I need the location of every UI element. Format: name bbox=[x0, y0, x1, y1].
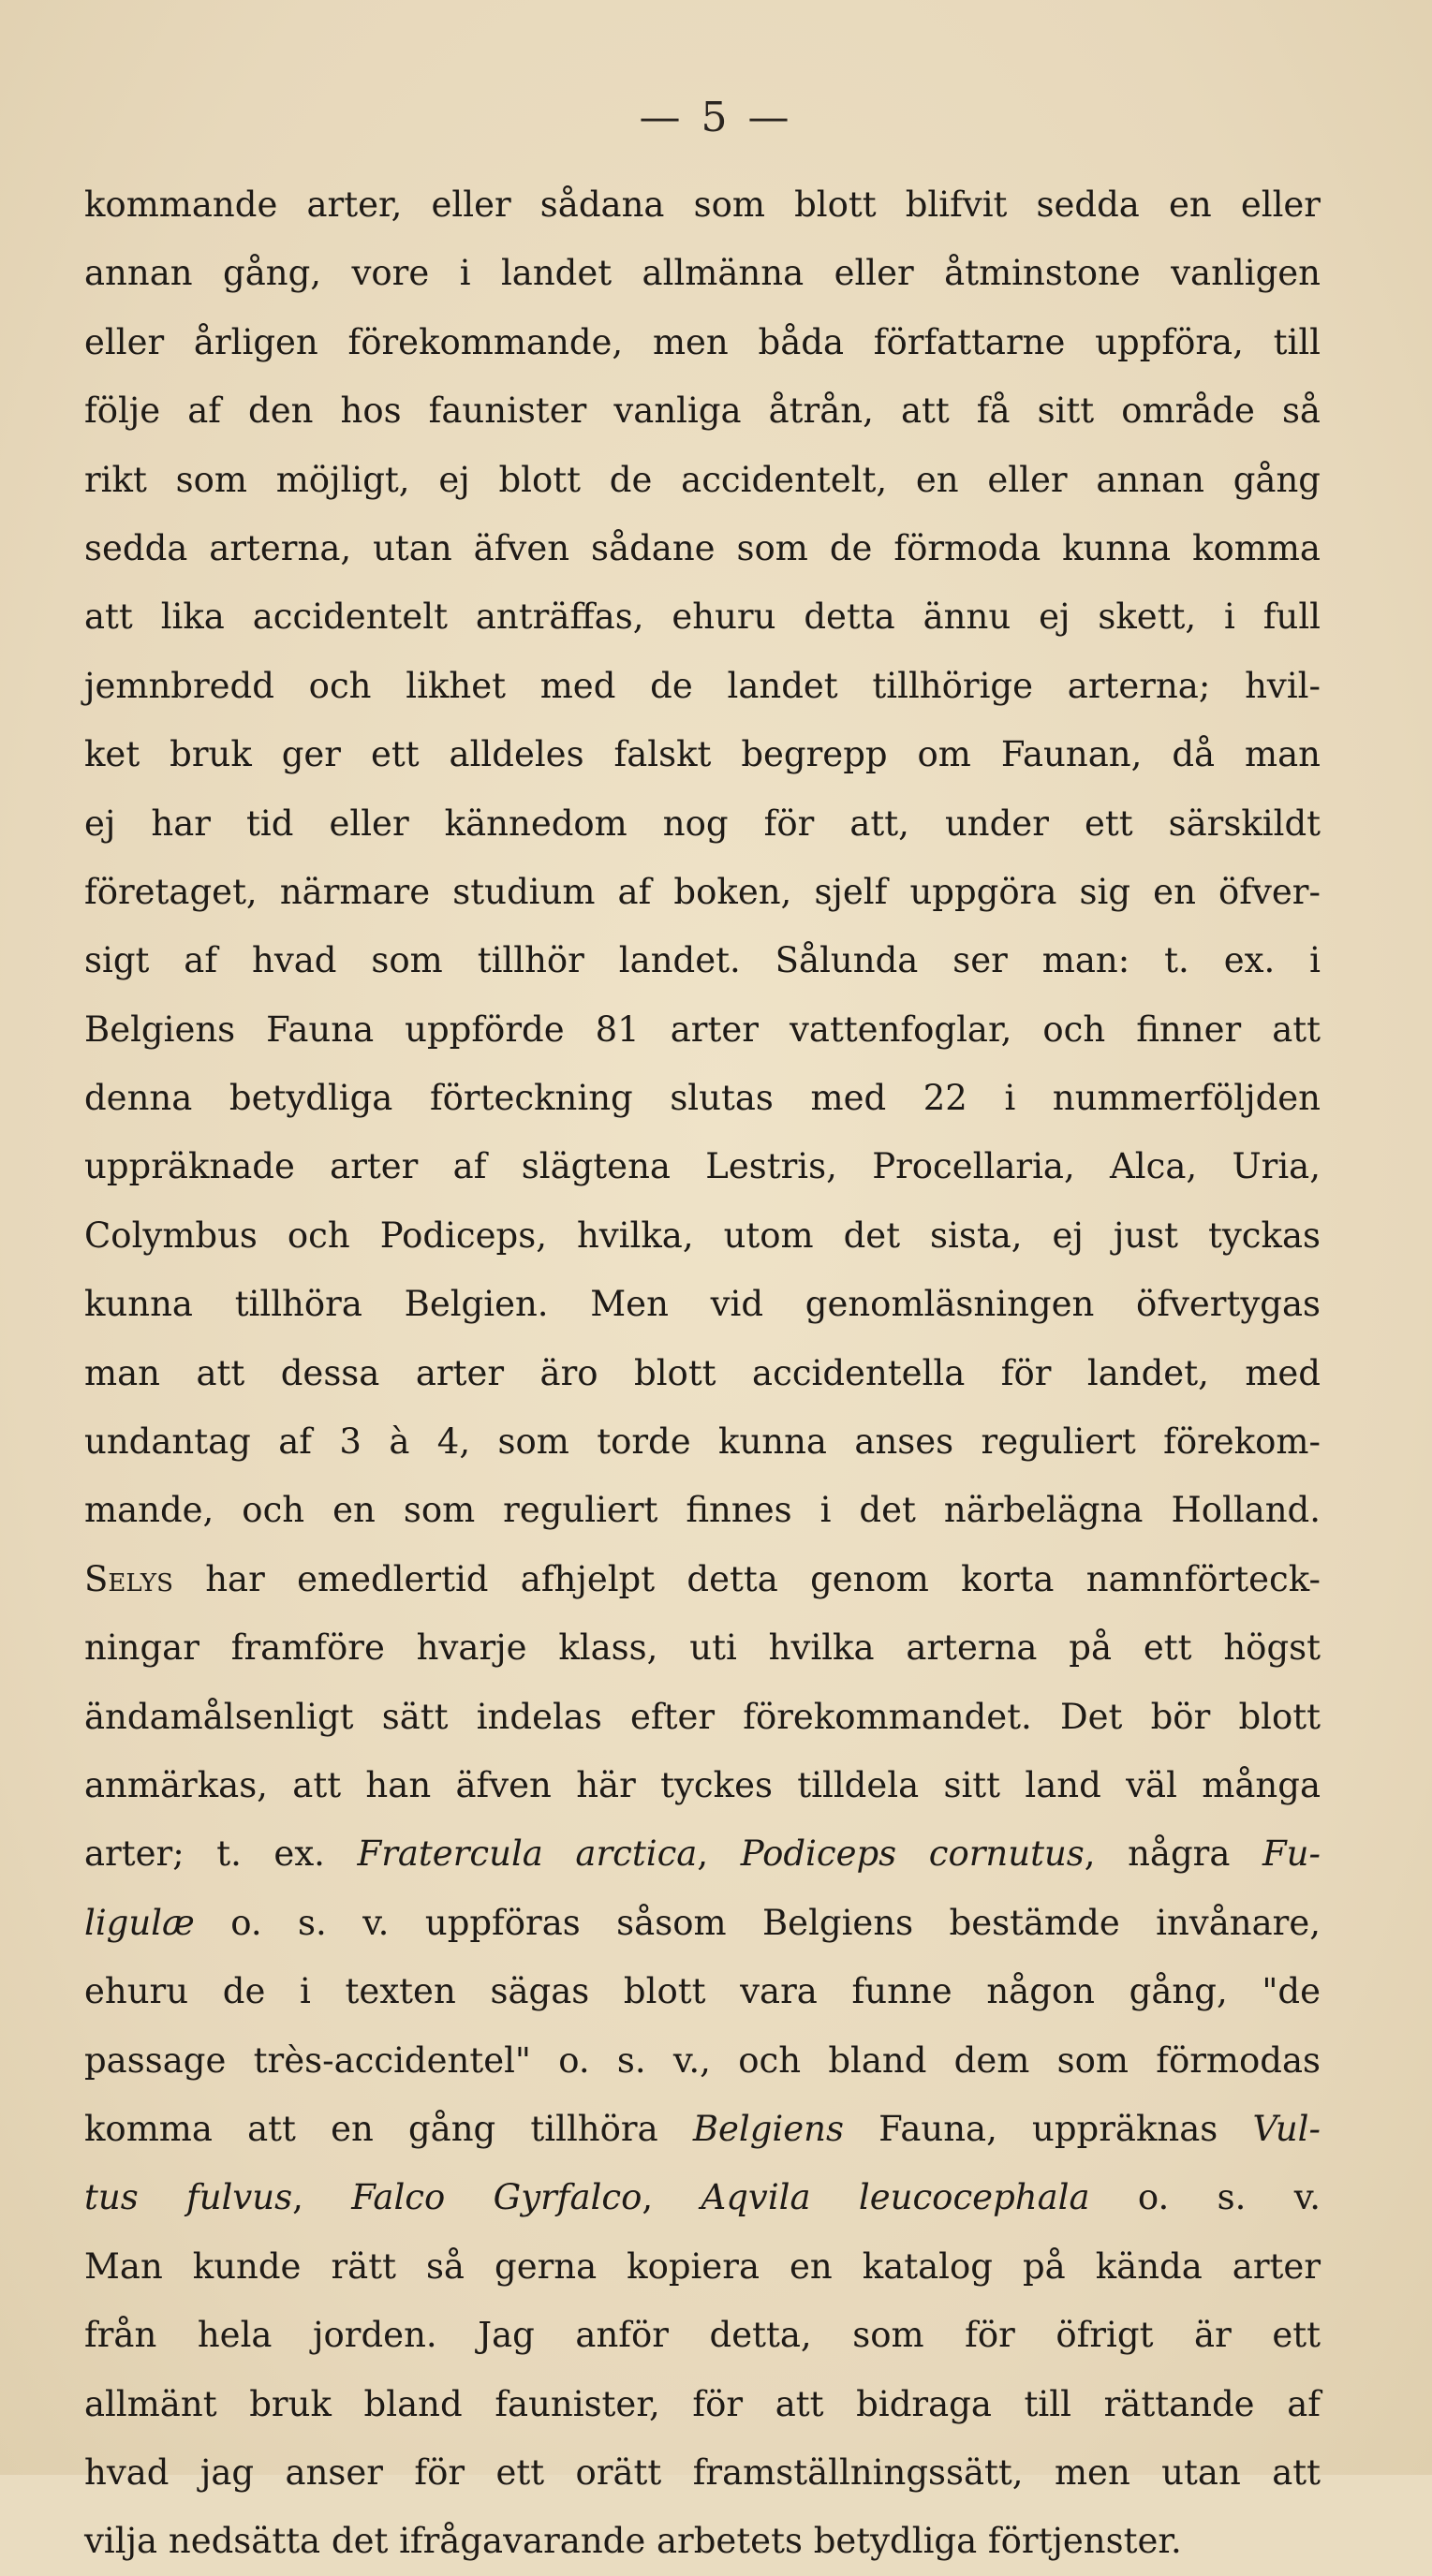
text-segment: mande, och en som reguliert finnes i det närbelägna Holland. bbox=[84, 1490, 1321, 1531]
text-segment: man att dessa arter äro blott accidentella för landet, med bbox=[84, 1352, 1321, 1393]
text-segment: uppräknade arter af slägtena Lestris, Procellaria, Alca, Uria, bbox=[84, 1146, 1321, 1187]
text-line bbox=[84, 1476, 1321, 1544]
text-line bbox=[84, 2507, 1321, 2575]
text-line bbox=[84, 170, 1321, 239]
text-segment: Selys bbox=[84, 1558, 173, 1599]
text-line bbox=[84, 376, 1321, 445]
text-line bbox=[84, 926, 1321, 994]
text-segment: följe af den hos faunister vanliga åtrån, att få sitt område så bbox=[84, 390, 1321, 432]
text-line bbox=[84, 1339, 1321, 1407]
text-segment: arter; t. ex. bbox=[84, 1833, 358, 1875]
text-line bbox=[84, 446, 1321, 514]
text-line bbox=[84, 1270, 1321, 1338]
text-line bbox=[84, 652, 1321, 720]
text-line bbox=[84, 2438, 1321, 2507]
text-segment: o. s. v. uppföras såsom Belgiens bestämde invånare, bbox=[194, 1902, 1321, 1943]
text-segment: Man kunde rätt så gerna kopiera en katalog på kända arter bbox=[84, 2245, 1321, 2287]
text-line bbox=[84, 582, 1321, 651]
text-line bbox=[84, 2026, 1321, 2095]
text-segment: Belgiens bbox=[692, 2108, 844, 2149]
text-line bbox=[84, 1889, 1321, 1957]
text-line bbox=[84, 858, 1321, 926]
text-segment: ningar framföre hvarje klass, uti hvilka arterna på ett högst bbox=[84, 1627, 1321, 1669]
text-segment: företaget, närmare studium af boken, sjelf uppgöra sig en öfver- bbox=[84, 871, 1321, 912]
text-line bbox=[84, 308, 1321, 376]
text-segment: ändamålsenligt sätt indelas efter förekommandet. Det bör blott bbox=[84, 1696, 1321, 1737]
text-line bbox=[84, 1613, 1321, 1682]
text-line bbox=[84, 2232, 1321, 2301]
text-segment: eller årligen förekommande, men båda författarne uppföra, till bbox=[84, 321, 1321, 362]
text-line bbox=[84, 720, 1321, 788]
text-line bbox=[84, 1957, 1321, 2025]
text-segment: annan gång, vore i landet allmänna eller åtminstone vanligen bbox=[84, 253, 1321, 294]
text-segment: allmänt bruk bland faunister, för att bidraga till rättande af bbox=[84, 2383, 1321, 2424]
text-segment: Colymbus och Podiceps, hvilka, utom det sista, ej just tyckas bbox=[84, 1214, 1321, 1256]
text-segment: från hela jorden. Jag anför detta, som för öfrigt är ett bbox=[84, 2315, 1321, 2356]
text-line bbox=[84, 2301, 1321, 2369]
text-segment: undantag af 3 à 4, som torde kunna anses reguliert förekom- bbox=[84, 1421, 1321, 1463]
text-segment: tus fulvus bbox=[84, 2177, 293, 2218]
text-line bbox=[84, 2370, 1321, 2438]
text-segment: Fauna, uppräknas bbox=[843, 2108, 1253, 2149]
text-segment: kunna tillhöra Belgien. Men vid genomläsningen öfvertygas bbox=[84, 1284, 1321, 1325]
text-segment: Fratercula arctica bbox=[357, 1833, 698, 1875]
text-segment: ej har tid eller kännedom nog för att, under ett särskildt bbox=[84, 802, 1321, 844]
text-line bbox=[84, 2095, 1321, 2163]
text-segment: sigt af hvad som tillhör landet. Sålunda ser man: t. ex. i bbox=[84, 940, 1321, 981]
text-segment: , några bbox=[1084, 1833, 1262, 1875]
text-segment: ket bruk ger ett alldeles falskt begrepp om Faunan, då man bbox=[84, 734, 1321, 775]
text-line bbox=[84, 1407, 1321, 1476]
text-segment: hvad jag anser för ett orätt framställningssätt, men utan att bbox=[84, 2451, 1321, 2493]
text-segment: Vul- bbox=[1252, 2108, 1321, 2149]
text-segment: jemnbredd och likhet med de landet tillhörige arterna; hvil- bbox=[84, 665, 1321, 706]
text-segment: Falco Gyrfalco bbox=[351, 2177, 642, 2218]
text-line bbox=[84, 239, 1321, 307]
text-line bbox=[84, 789, 1321, 858]
text-segment: rikt som möjligt, ej blott de accidentelt, en eller annan gång bbox=[84, 459, 1321, 500]
text-segment: passage très-accidentel" o. s. v., och bland dem som förmodas bbox=[84, 2039, 1321, 2081]
text-segment: anmärkas, att han äfven här tyckes tilldela sitt land väl många bbox=[84, 1764, 1321, 1805]
text-line bbox=[84, 1201, 1321, 1270]
text-segment: kommande arter, eller sådana som blott blifvit sedda en eller bbox=[84, 184, 1321, 225]
text-line bbox=[84, 514, 1321, 582]
text-line bbox=[84, 995, 1321, 1064]
text-segment: har emedlertid afhjelpt detta genom korta namnförteck- bbox=[172, 1558, 1321, 1599]
text-segment: , bbox=[292, 2177, 352, 2218]
text-segment: ligulæ bbox=[84, 1902, 195, 1943]
text-line bbox=[84, 1751, 1321, 1819]
text-line bbox=[84, 1064, 1321, 1132]
text-segment: att lika accidentelt anträffas, ehuru detta ännu ej skett, i full bbox=[84, 596, 1321, 638]
text-segment: Podiceps cornutus bbox=[740, 1833, 1085, 1875]
text-line bbox=[84, 1132, 1321, 1200]
text-segment: ehuru de i texten sägas blott vara funne någon gång, "de bbox=[84, 1971, 1321, 2012]
text-segment: Fu- bbox=[1262, 1833, 1321, 1875]
text-segment: , bbox=[642, 2177, 701, 2218]
text-line bbox=[84, 2163, 1321, 2231]
text-line bbox=[84, 1683, 1321, 1751]
text-segment: komma att en gång tillhöra bbox=[84, 2108, 693, 2149]
text-segment: Aqvila leucocephala bbox=[701, 2177, 1090, 2218]
text-segment: denna betydliga förteckning slutas med 22 i nummerföljden bbox=[84, 1078, 1321, 1119]
text-line bbox=[84, 1545, 1321, 1613]
text-segment: , bbox=[697, 1833, 741, 1875]
text-line bbox=[84, 1819, 1321, 1888]
page-number: — 5 — bbox=[639, 94, 793, 141]
text-segment: vilja nedsätta det ifrågavarande arbetets betydliga förtjenster. bbox=[84, 2521, 1182, 2562]
text-segment: sedda arterna, utan äfven sådane som de förmoda kunna komma bbox=[84, 527, 1321, 568]
text-segment: Belgiens Fauna uppförde 81 arter vattenfoglar, och finner att bbox=[84, 1008, 1321, 1050]
text-segment: o. s. v. bbox=[1089, 2177, 1321, 2218]
body-text bbox=[84, 170, 1321, 2576]
